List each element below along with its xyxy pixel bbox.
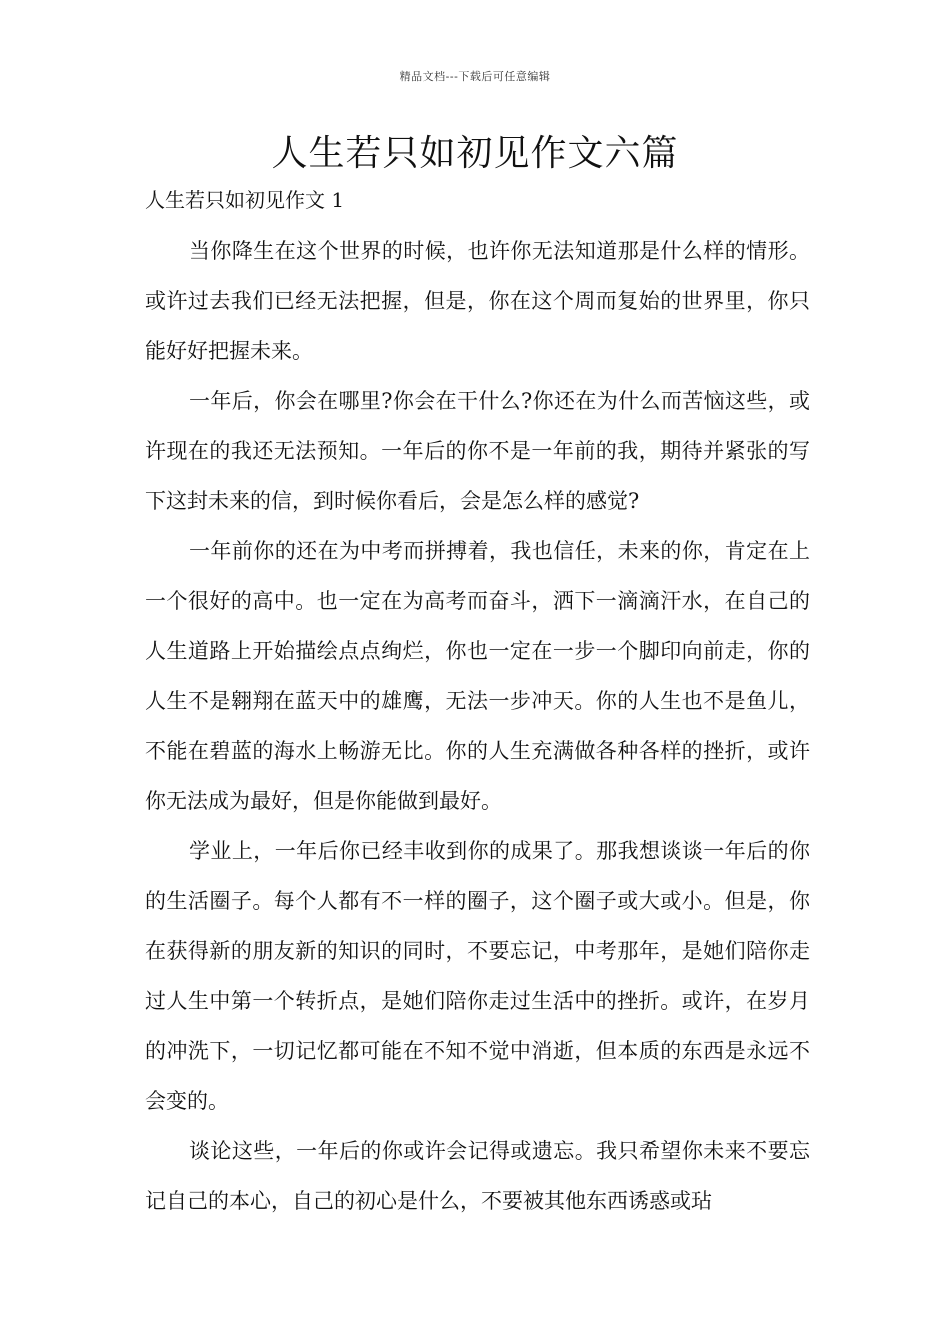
body-text [145,226,810,1226]
paragraph-3: 一年前你的还在为中考而拼搏着，我也信任，未来的你，肯定在上一个很好的高中。也一定在为高考而奋斗，洒下一滴滴汗水，在自己的人生道路上开始描绘点点绚烂，你也一定在一步一个脚印向前走，你的人生不是翱翔在蓝天中的雄鹰，无法一步冲天。你的人生也不是鱼儿，不能在碧蓝的海水上畅游无比。你的人生充满做各种各样的挫折，或许你无法成为最好，但是你能做到最好。 [145,539,810,813]
paragraph-1: 当你降生在这个世界的时候，也许你无法知道那是什么样的情形。或许过去我们已经无法把握，但是，你在这个周而复始的世界里，你只能好好把握未来。 [145,239,810,363]
paragraph-5: 谈论这些，一年后的你或许会记得或遗忘。我只希望你未来不要忘记自己的本心，自己的初心是什么，不要被其他东西诱惑或玷 [145,1139,810,1213]
document-title: 人生若只如初见作文六篇 [271,133,679,174]
section-title: 人生若只如初见作文 1 [145,188,345,212]
paragraph-2: 一年后，你会在哪里?你会在干什么?你还在为什么而苦恼这些，或许现在的我还无法预知。一年后的你不是一年前的我，期待并紧张的写下这封未来的信，到时候你看后，会是怎么样的感觉? [145,389,810,513]
header-note: 精品文档---下载后可任意编辑 [399,70,551,83]
paragraph-4: 学业上，一年后你已经丰收到你的成果了。那我想谈谈一年后的你的生活圈子。每个人都有不一样的圈子，这个圈子或大或小。但是，你在获得新的朋友新的知识的同时，不要忘记，中考那年，是她们陪你走过人生中第一个转折点，是她们陪你走过生活中的挫折。或许，在岁月的冲洗下，一切记忆都可能在不知不觉中消逝，但本质的东西是永远不会变的。 [145,839,810,1113]
